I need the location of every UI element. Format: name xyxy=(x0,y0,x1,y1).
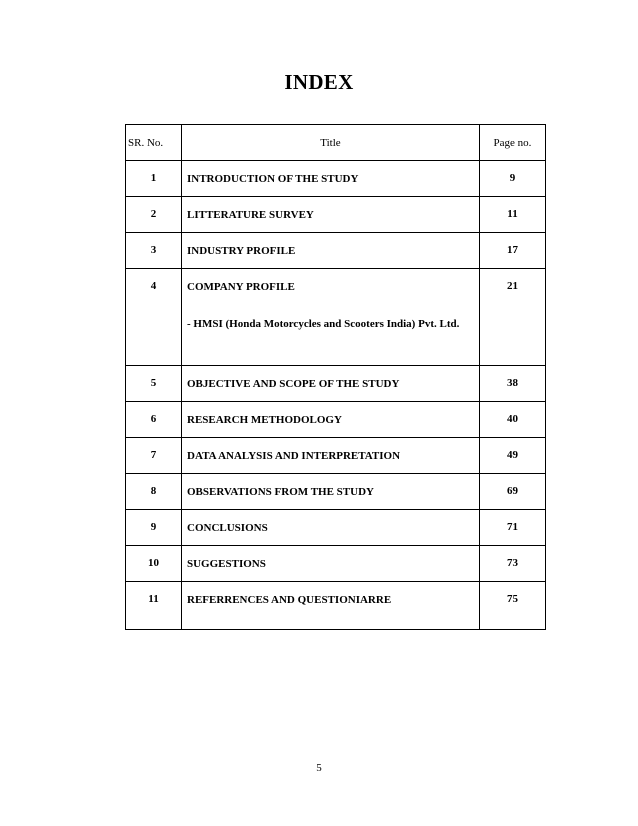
row-title: COMPANY PROFILE xyxy=(187,281,295,293)
table-row xyxy=(126,474,546,510)
page-title: INDEX xyxy=(284,70,354,94)
table-row xyxy=(126,197,546,233)
table-row xyxy=(126,233,546,269)
row-title: OBSERVATIONS FROM THE STUDY xyxy=(182,474,480,510)
row-title: CONCLUSIONS xyxy=(182,510,480,546)
row-page-no: 69 xyxy=(480,474,546,510)
row-sr-no: 9 xyxy=(126,510,182,546)
row-sr-no: 10 xyxy=(126,546,182,582)
row-page-no: 49 xyxy=(480,438,546,474)
row-subtitle: - HMSI (Honda Motorcycles and Scooters India) Pvt. Ltd. xyxy=(187,318,460,330)
table-header-row xyxy=(126,125,546,161)
row-sr-no: 3 xyxy=(126,233,182,269)
row-page-no: 17 xyxy=(480,233,546,269)
table-row xyxy=(126,438,546,474)
row-title: SUGGESTIONS xyxy=(182,546,480,582)
row-sr-no: 7 xyxy=(126,438,182,474)
table-row xyxy=(126,269,546,366)
row-sr-no: 1 xyxy=(126,161,182,197)
row-page-no: 11 xyxy=(480,197,546,233)
row-title: INTRODUCTION OF THE STUDY xyxy=(182,161,480,197)
table-row xyxy=(126,582,546,630)
row-sr-no: 8 xyxy=(126,474,182,510)
row-page-no: 21 xyxy=(480,269,546,366)
table-row xyxy=(126,161,546,197)
index-table xyxy=(125,124,546,630)
table-row xyxy=(126,402,546,438)
row-title: RESEARCH METHODOLOGY xyxy=(182,402,480,438)
row-page-no: 71 xyxy=(480,510,546,546)
row-sr-no: 4 xyxy=(126,269,182,366)
table-row xyxy=(126,366,546,402)
row-sr-no: 6 xyxy=(126,402,182,438)
row-title: REFERRENCES AND QUESTIONIARRE xyxy=(182,582,480,630)
row-page-no: 38 xyxy=(480,366,546,402)
row-title: LITTERATURE SURVEY xyxy=(182,197,480,233)
row-sr-no: 5 xyxy=(126,366,182,402)
row-page-no: 75 xyxy=(480,582,546,630)
row-page-no: 40 xyxy=(480,402,546,438)
row-title: INDUSTRY PROFILE xyxy=(182,233,480,269)
table-row xyxy=(126,546,546,582)
row-title: OBJECTIVE AND SCOPE OF THE STUDY xyxy=(182,366,480,402)
row-sr-no: 2 xyxy=(126,197,182,233)
header-sr-no: SR. No. xyxy=(126,125,182,161)
row-title: DATA ANALYSIS AND INTERPRETATION xyxy=(182,438,480,474)
row-sr-no: 11 xyxy=(126,582,182,630)
row-page-no: 9 xyxy=(480,161,546,197)
page-number: 5 xyxy=(316,762,322,774)
header-page-no: Page no. xyxy=(480,125,546,161)
row-title-cell xyxy=(182,269,480,366)
table-row xyxy=(126,510,546,546)
row-page-no: 73 xyxy=(480,546,546,582)
header-title: Title xyxy=(182,125,480,161)
